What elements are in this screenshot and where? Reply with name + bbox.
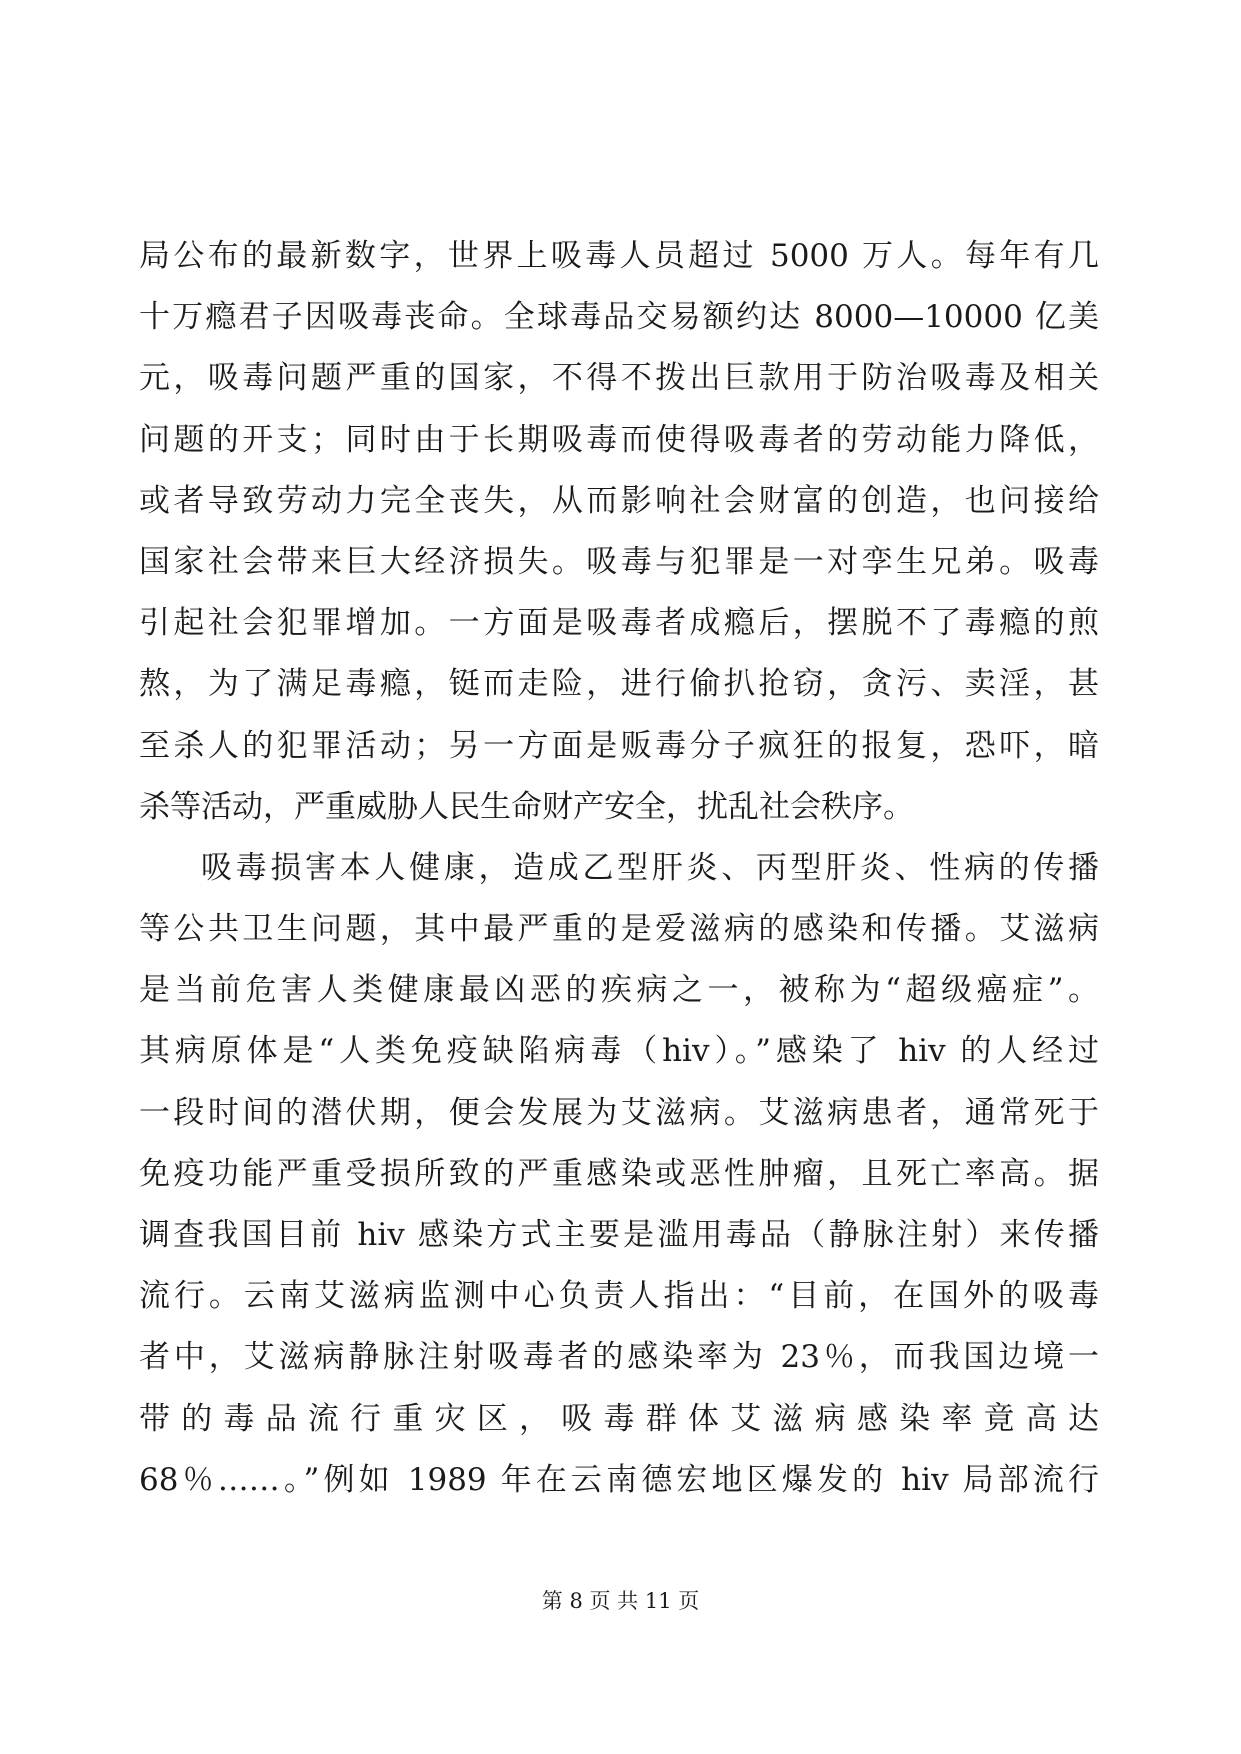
text-line: 调查我国目前 hiv 感染方式主要是滥用毒品（静脉注射）来传播 (139, 1217, 1099, 1253)
text-line: 至杀人的犯罪活动；另一方面是贩毒分子疯狂的报复，恐吓，暗 (139, 727, 1099, 764)
text-line: 元，吸毒问题严重的国家，不得不拨出巨款用于防治吸毒及相关 (139, 360, 1099, 397)
text-line: 者中，艾滋病静脉注射吸毒者的感染率为 23％，而我国边境一 (139, 1339, 1099, 1376)
text-line: 一段时间的潜伏期，便会发展为艾滋病。艾滋病患者，通常死于 (139, 1094, 1099, 1131)
paragraph-end-line: 杀等活动，严重威胁人民生命财产安全，扰乱社会秩序。 (139, 788, 914, 825)
text-line: 等公共卫生问题，其中最严重的是爱滋病的感染和传播。艾滋病 (139, 911, 1099, 948)
paragraph-start-line: 吸毒损害本人健康，造成乙型肝炎、丙型肝炎、性病的传播 (201, 849, 1099, 886)
text-line: 是当前危害人类健康最凶恶的疾病之一，被称为“超级癌症”。 (139, 972, 1099, 1009)
text-line: 68％……。”例如 1989 年在云南德宏地区爆发的 hiv 局部流行 (139, 1461, 1099, 1498)
text-line: 其病原体是“人类免疫缺陷病毒（hiv）。”感染了 hiv 的人经过 (139, 1033, 1099, 1070)
text-line: 熬，为了满足毒瘾，铤而走险，进行偷扒抢窃，贪污、卖淫，甚 (139, 666, 1099, 703)
text-line: 或者导致劳动力完全丧失，从而影响社会财富的创造，也问接给 (139, 482, 1099, 519)
text-line: 流行。云南艾滋病监测中心负责人指出：“目前，在国外的吸毒 (139, 1278, 1099, 1315)
page-number-footer: 第 8 页 共 11 页 (541, 1589, 700, 1613)
text-line: 引起社会犯罪增加。一方面是吸毒者成瘾后，摆脱不了毒瘾的煎 (139, 605, 1099, 642)
body-text (139, 226, 1099, 1511)
text-line: 局公布的最新数字，世界上吸毒人员超过 5000 万人。每年有几 (139, 238, 1099, 274)
text-line: 免疫功能严重受损所致的严重感染或恶性肿瘤，且死亡率高。据 (139, 1155, 1099, 1192)
text-line: 问题的开支；同时由于长期吸毒而使得吸毒者的劳动能力降低， (139, 421, 1099, 458)
text-line: 国家社会带来巨大经济损失。吸毒与犯罪是一对孪生兄弟。吸毒 (139, 543, 1099, 580)
text-line: 十万瘾君子因吸毒丧命。全球毒品交易额约达 8000—10000 亿美 (139, 299, 1099, 336)
text-line: 带的毒品流行重灾区，吸毒群体艾滋病感染率竟高达 (139, 1400, 1099, 1437)
